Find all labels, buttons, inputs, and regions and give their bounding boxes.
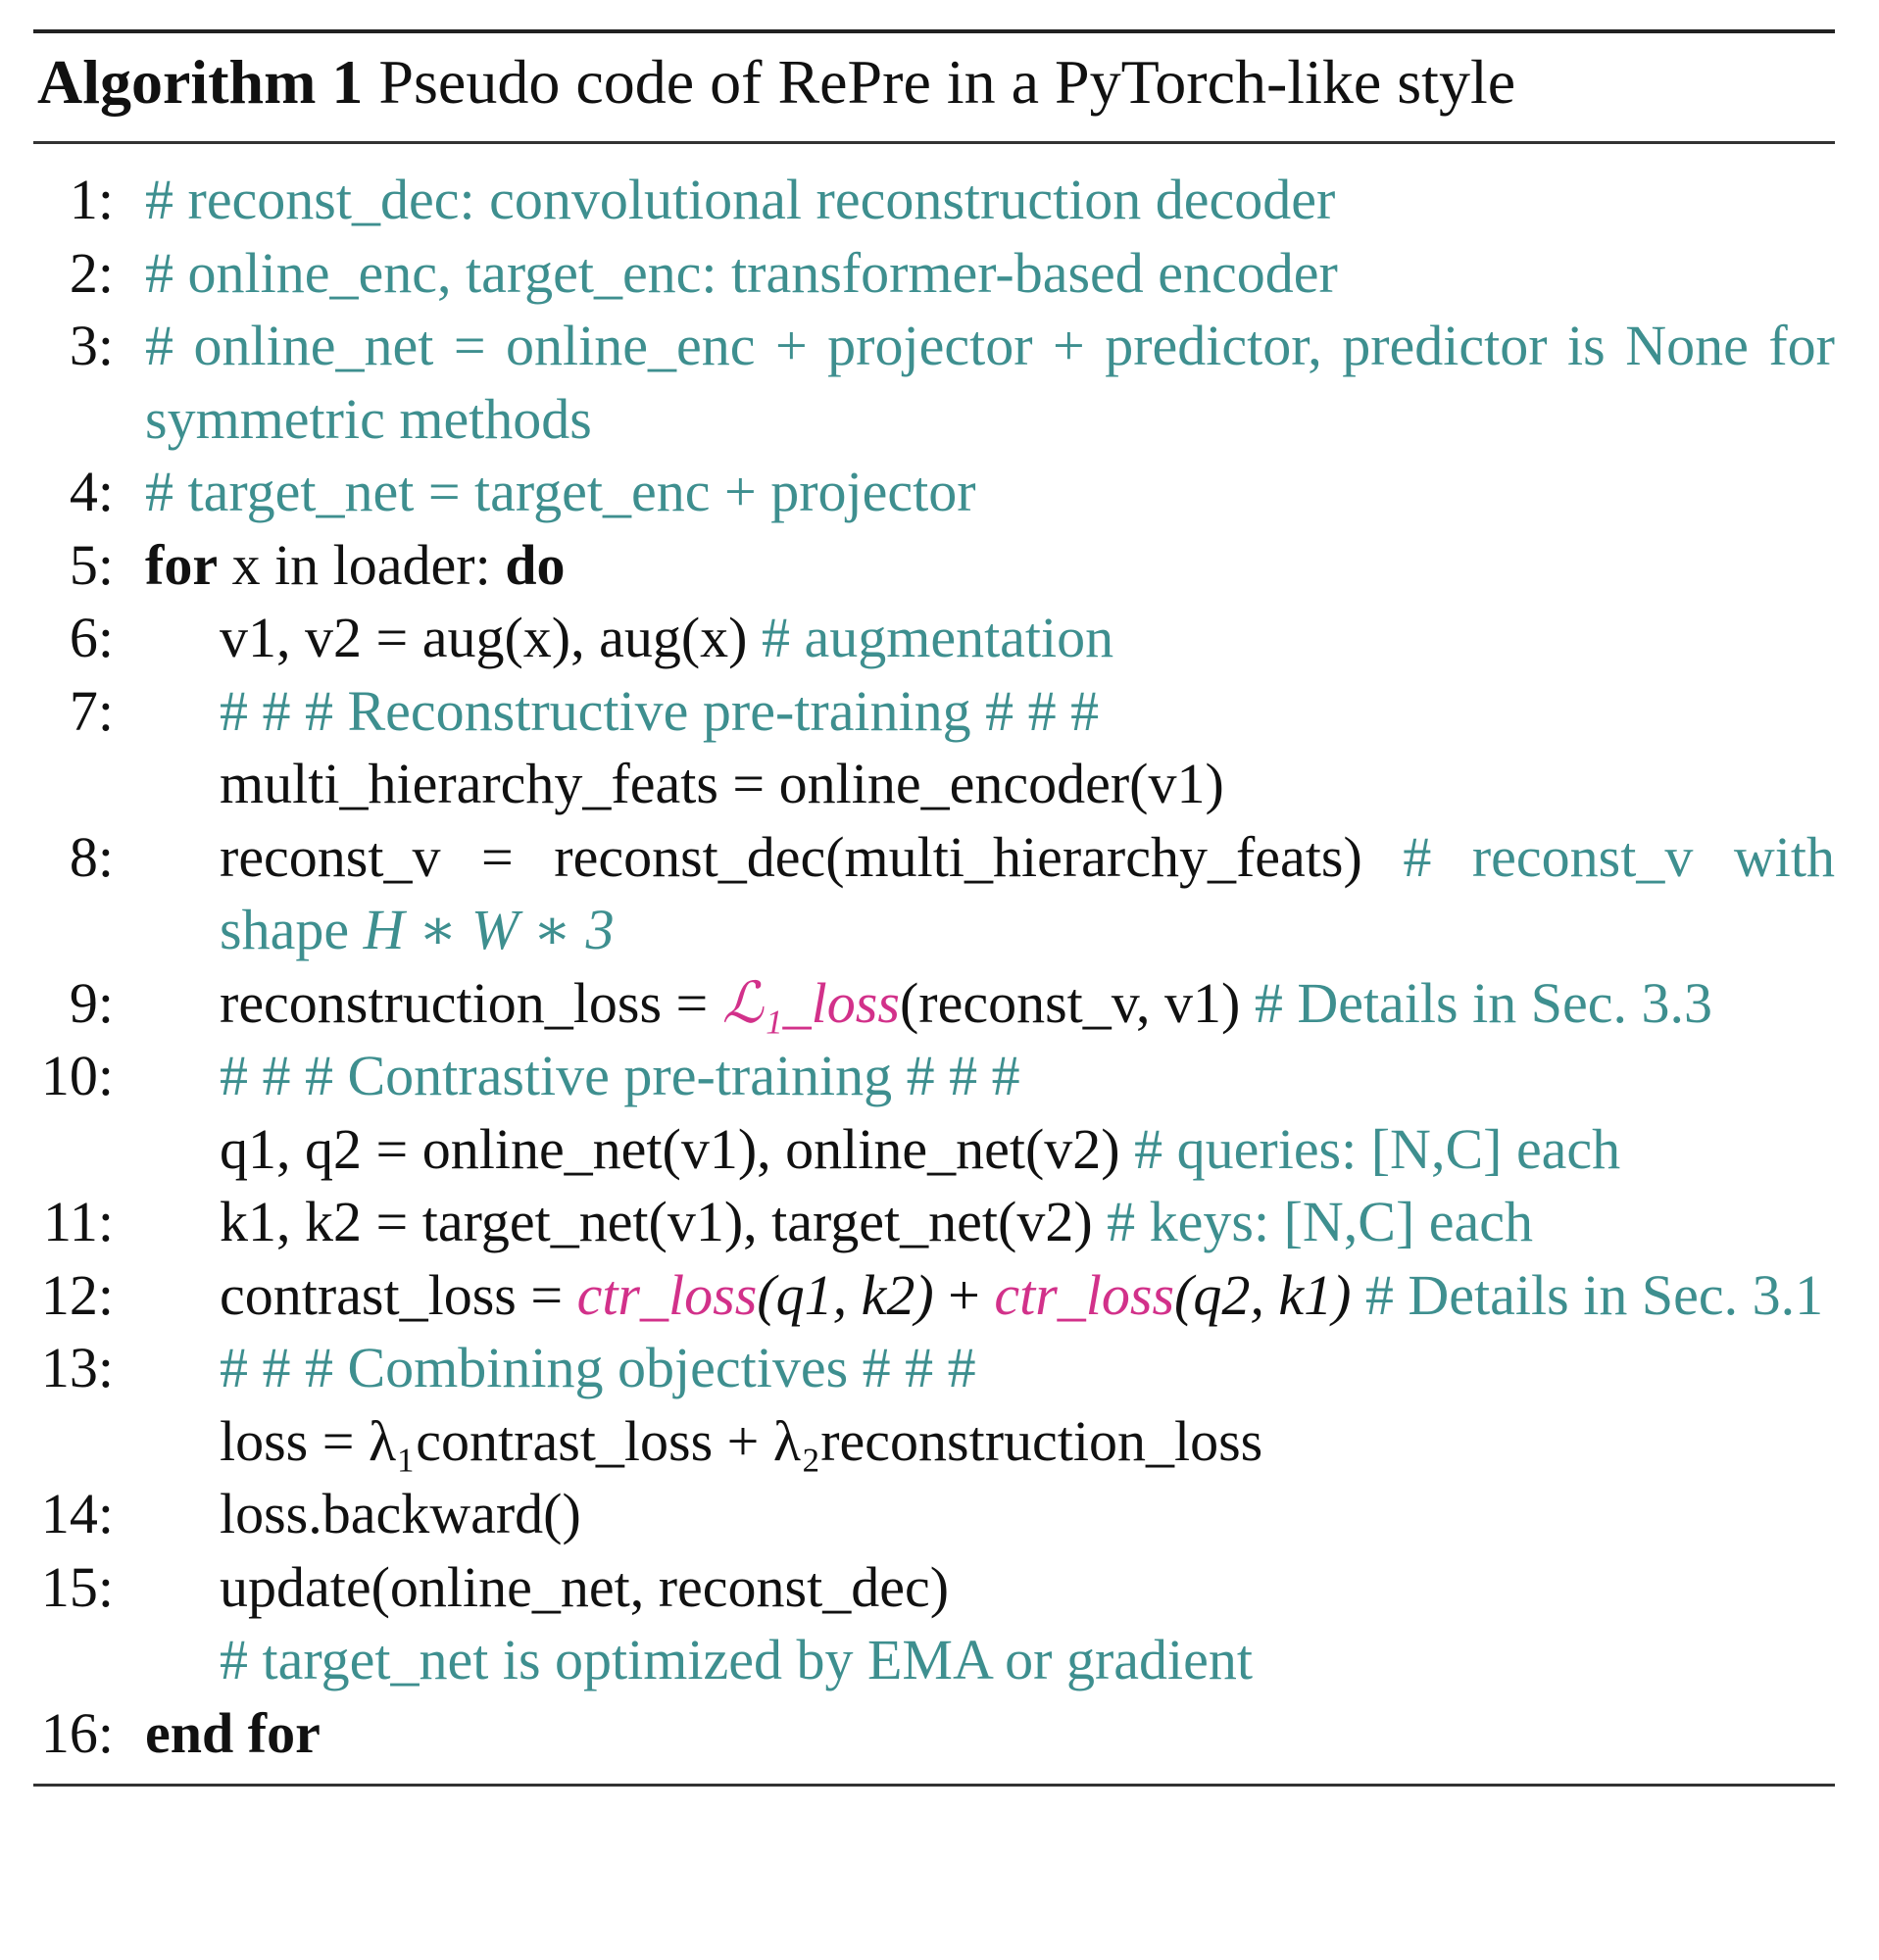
line-number: 13: <box>40 1336 114 1399</box>
line-code: contrast_loss = <box>220 1262 577 1327</box>
line-code: reconst_v = reconst_dec(multi_hierarchy_feats) <box>220 824 1404 889</box>
algo-line <box>33 675 1835 749</box>
line-code: x in loader: <box>218 532 506 597</box>
line-comment: # # # Reconstructive pre-training # # # <box>220 678 1100 743</box>
line-number: 2: <box>69 240 114 305</box>
line-comment: # keys: [N,C] each <box>1107 1190 1534 1253</box>
algo-line <box>33 529 1835 603</box>
line-number: 15: <box>40 1554 114 1619</box>
line-comment: # Details in Sec. 3.1 <box>1351 1262 1824 1327</box>
line-number: 11: <box>43 1190 114 1253</box>
algorithm-block <box>33 29 1835 1787</box>
algorithm-label: Algorithm 1 <box>37 47 364 117</box>
line-comment: # augmentation <box>761 606 1114 669</box>
algo-line <box>33 1405 1835 1479</box>
line-number: 16: <box>40 1700 114 1765</box>
algo-line <box>33 164 1835 237</box>
line-number: 6: <box>69 606 114 669</box>
line-code: loss.backward() <box>220 1482 581 1545</box>
algorithm-title: Pseudo code of RePre in a PyTorch-like style <box>378 47 1516 117</box>
line-number: 9: <box>69 970 114 1035</box>
shape-math: H ∗ W ∗ 3 <box>363 898 615 961</box>
line-comment: # reconst_dec: convolutional reconstruction decoder <box>145 168 1336 231</box>
line-comment: # Details in Sec. 3.3 <box>1254 970 1712 1035</box>
line-number: 12: <box>40 1262 114 1327</box>
line-code: v1, v2 = aug(x), aug(x) <box>220 606 762 669</box>
line-comment: # # # Combining objectives # # # <box>220 1336 976 1399</box>
ctr-loss-function: ctr_loss <box>576 1262 758 1327</box>
algo-line <box>33 1551 1835 1625</box>
bottom-rule <box>33 1784 1835 1787</box>
algo-line <box>33 1332 1835 1405</box>
algo-line <box>33 1040 1835 1113</box>
algo-line <box>33 821 1835 967</box>
algorithm-lines <box>33 144 1835 1770</box>
line-number: 8: <box>69 824 114 889</box>
line-code: loss = λ₁contrast_loss + λ₂reconstruction_loss <box>220 1408 1263 1473</box>
line-number: 5: <box>69 532 114 597</box>
algo-line <box>33 310 1835 456</box>
algo-line <box>33 967 1835 1041</box>
ctr-loss-function: ctr_loss <box>994 1262 1175 1327</box>
algo-line <box>33 1259 1835 1333</box>
line-number: 10: <box>40 1044 114 1107</box>
algo-line <box>33 1697 1835 1771</box>
line-comment: # target_net = target_enc + projector <box>145 460 976 523</box>
line-code: update(online_net, reconst_dec) <box>220 1554 950 1619</box>
line-code: (reconst_v, v1) <box>899 970 1255 1035</box>
algo-line <box>33 1478 1835 1551</box>
line-comment: # online_net = online_enc + projector + predictor, predictor is None for symmetric methods <box>145 314 1835 451</box>
algo-line <box>33 748 1835 821</box>
algo-line <box>33 1113 1835 1187</box>
line-comment: # target_net is optimized by EMA or gradient <box>220 1628 1253 1691</box>
algo-line <box>33 1186 1835 1259</box>
plus-operator: + <box>933 1262 995 1327</box>
keyword-end-for: end for <box>145 1700 321 1765</box>
line-comment: # reconst_v with shape <box>220 824 1835 961</box>
line-number: 7: <box>69 678 114 743</box>
line-number: 3: <box>69 314 114 377</box>
line-comment: # online_enc, target_enc: transformer-based encoder <box>145 240 1338 305</box>
line-code: q1, q2 = online_net(v1), online_net(v2) <box>220 1116 1135 1181</box>
algo-line <box>33 1624 1835 1697</box>
algo-line <box>33 237 1835 311</box>
line-number: 14: <box>40 1482 114 1545</box>
keyword-for: for <box>145 532 219 597</box>
algorithm-caption <box>33 33 1835 131</box>
line-code: reconstruction_loss = <box>220 970 722 1035</box>
line-comment: # queries: [N,C] each <box>1134 1116 1621 1181</box>
line-code: multi_hierarchy_feats = online_encoder(v1) <box>220 752 1224 815</box>
ctr-loss-args: (q1, k2) <box>757 1262 934 1327</box>
ctr-loss-args: (q2, k1) <box>1174 1262 1352 1327</box>
line-comment: # # # Contrastive pre-training # # # <box>220 1044 1020 1107</box>
algo-line <box>33 602 1835 675</box>
line-code: k1, k2 = target_net(v1), target_net(v2) <box>220 1190 1108 1253</box>
line-number: 4: <box>69 460 114 523</box>
line-number: 1: <box>69 168 114 231</box>
algo-line <box>33 456 1835 529</box>
loss-function: ℒ₁_loss <box>721 970 900 1035</box>
keyword-do: do <box>505 532 566 597</box>
